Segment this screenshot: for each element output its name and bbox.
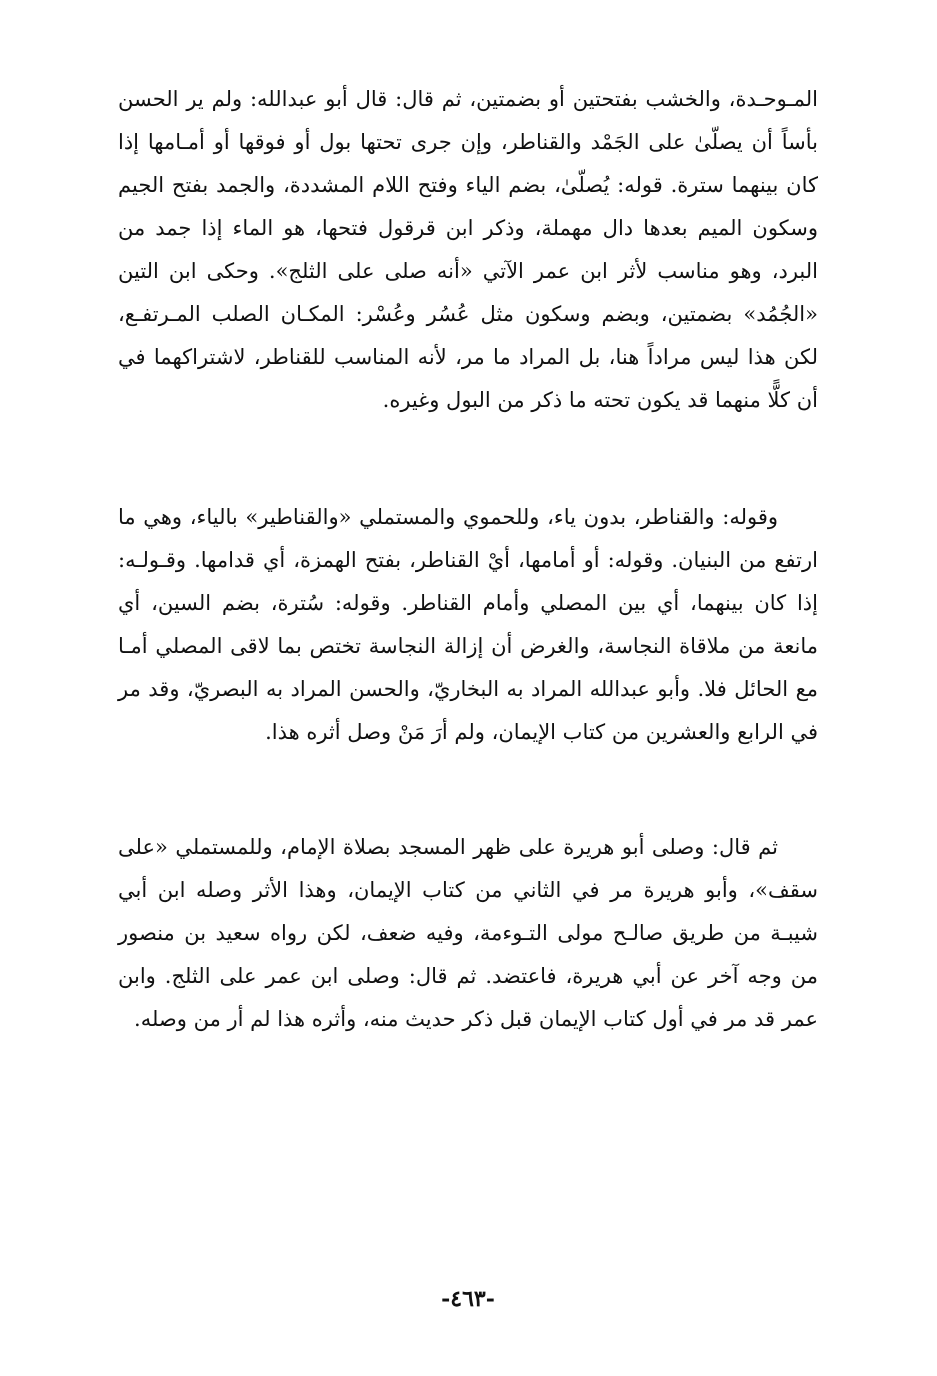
paragraph-3: ثم قال: وصلى أبو هريرة على ظهر المسجد بصلاة الإمام، وللمستملي «على سقف»، وأبو هريرة مر في الثاني من كتاب الإيمان، وهذا الأثر وصله ابن أبي شيبـة من طريق صالـح مولى التـوءمة، وفيه ضعف، لكن رواه سعيد بن منصور من وجه آخر عن أبي هريرة، فاعتضد. ثم قال: وصلى ابن عمر على الثلج. وابن عمر قد مر في أول كتاب الإيمان قبل ذكر حديث منه، وأثره هذا لم أر من وصله. — [118, 835, 818, 1031]
paragraph-1: المـوحـدة، والخشب بفتحتين أو بضمتين، ثم قال: قال أبو عبدالله: ولم ير الحسن بأساً أن يصلّىٰ على الجَمْد والقناطر، وإن جرى تحتها بول أو فوقها أو أمـامها إذا كان بينهما سترة. قوله: يُصلّىٰ، بضم الياء وفتح اللام المشددة، والجمد بفتح الجيم وسكون الميم بعدها دال مهملة، وذكر ابن قرقول فتحها، هو الماء إذا جمد من البرد، وهو مناسب لأثر ابن عمر الآتي «أنه صلى على الثلج». وحكى ابن التين «الجُمُد» بضمتين، وبضم وسكون مثل عُسُر وعُسْر: المكـان الصلب المـرتفـع، لكن هذا ليس مراداً هنا، بل المراد ما مر، لأنه المناسب للقناطر، لاشتراكهما في أن كلًّا منهما قد يكون تحته ما ذكر من البول وغيره. — [118, 87, 818, 412]
document-page — [118, 78, 818, 1338]
page-number: -٤٦٣- — [441, 1286, 495, 1312]
paragraph-2: وقوله: والقناطر، بدون ياء، وللحموي والمستملي «والقناطير» بالياء، وهي ما ارتفع من البنيان. وقوله: أو أمامها، أيْ القناطر، بفتح الهمزة، أي قدامها. وقـولـه: إذا كان بينهما، أي بين المصلي وأمام القناطر. وقوله: سُترة، بضم السين، أي مانعة من ملاقاة النجاسة، والغرض أن إزالة النجاسة تختص بما لاقى المصلي أمـا مع الحائل فلا. وأبو عبدالله المراد به البخاريّ، والحسن المراد به البصريّ، وقد مر في الرابع والعشرين من كتاب الإيمان، ولم أرَ مَنْ وصل أثره هذا. — [118, 505, 818, 744]
